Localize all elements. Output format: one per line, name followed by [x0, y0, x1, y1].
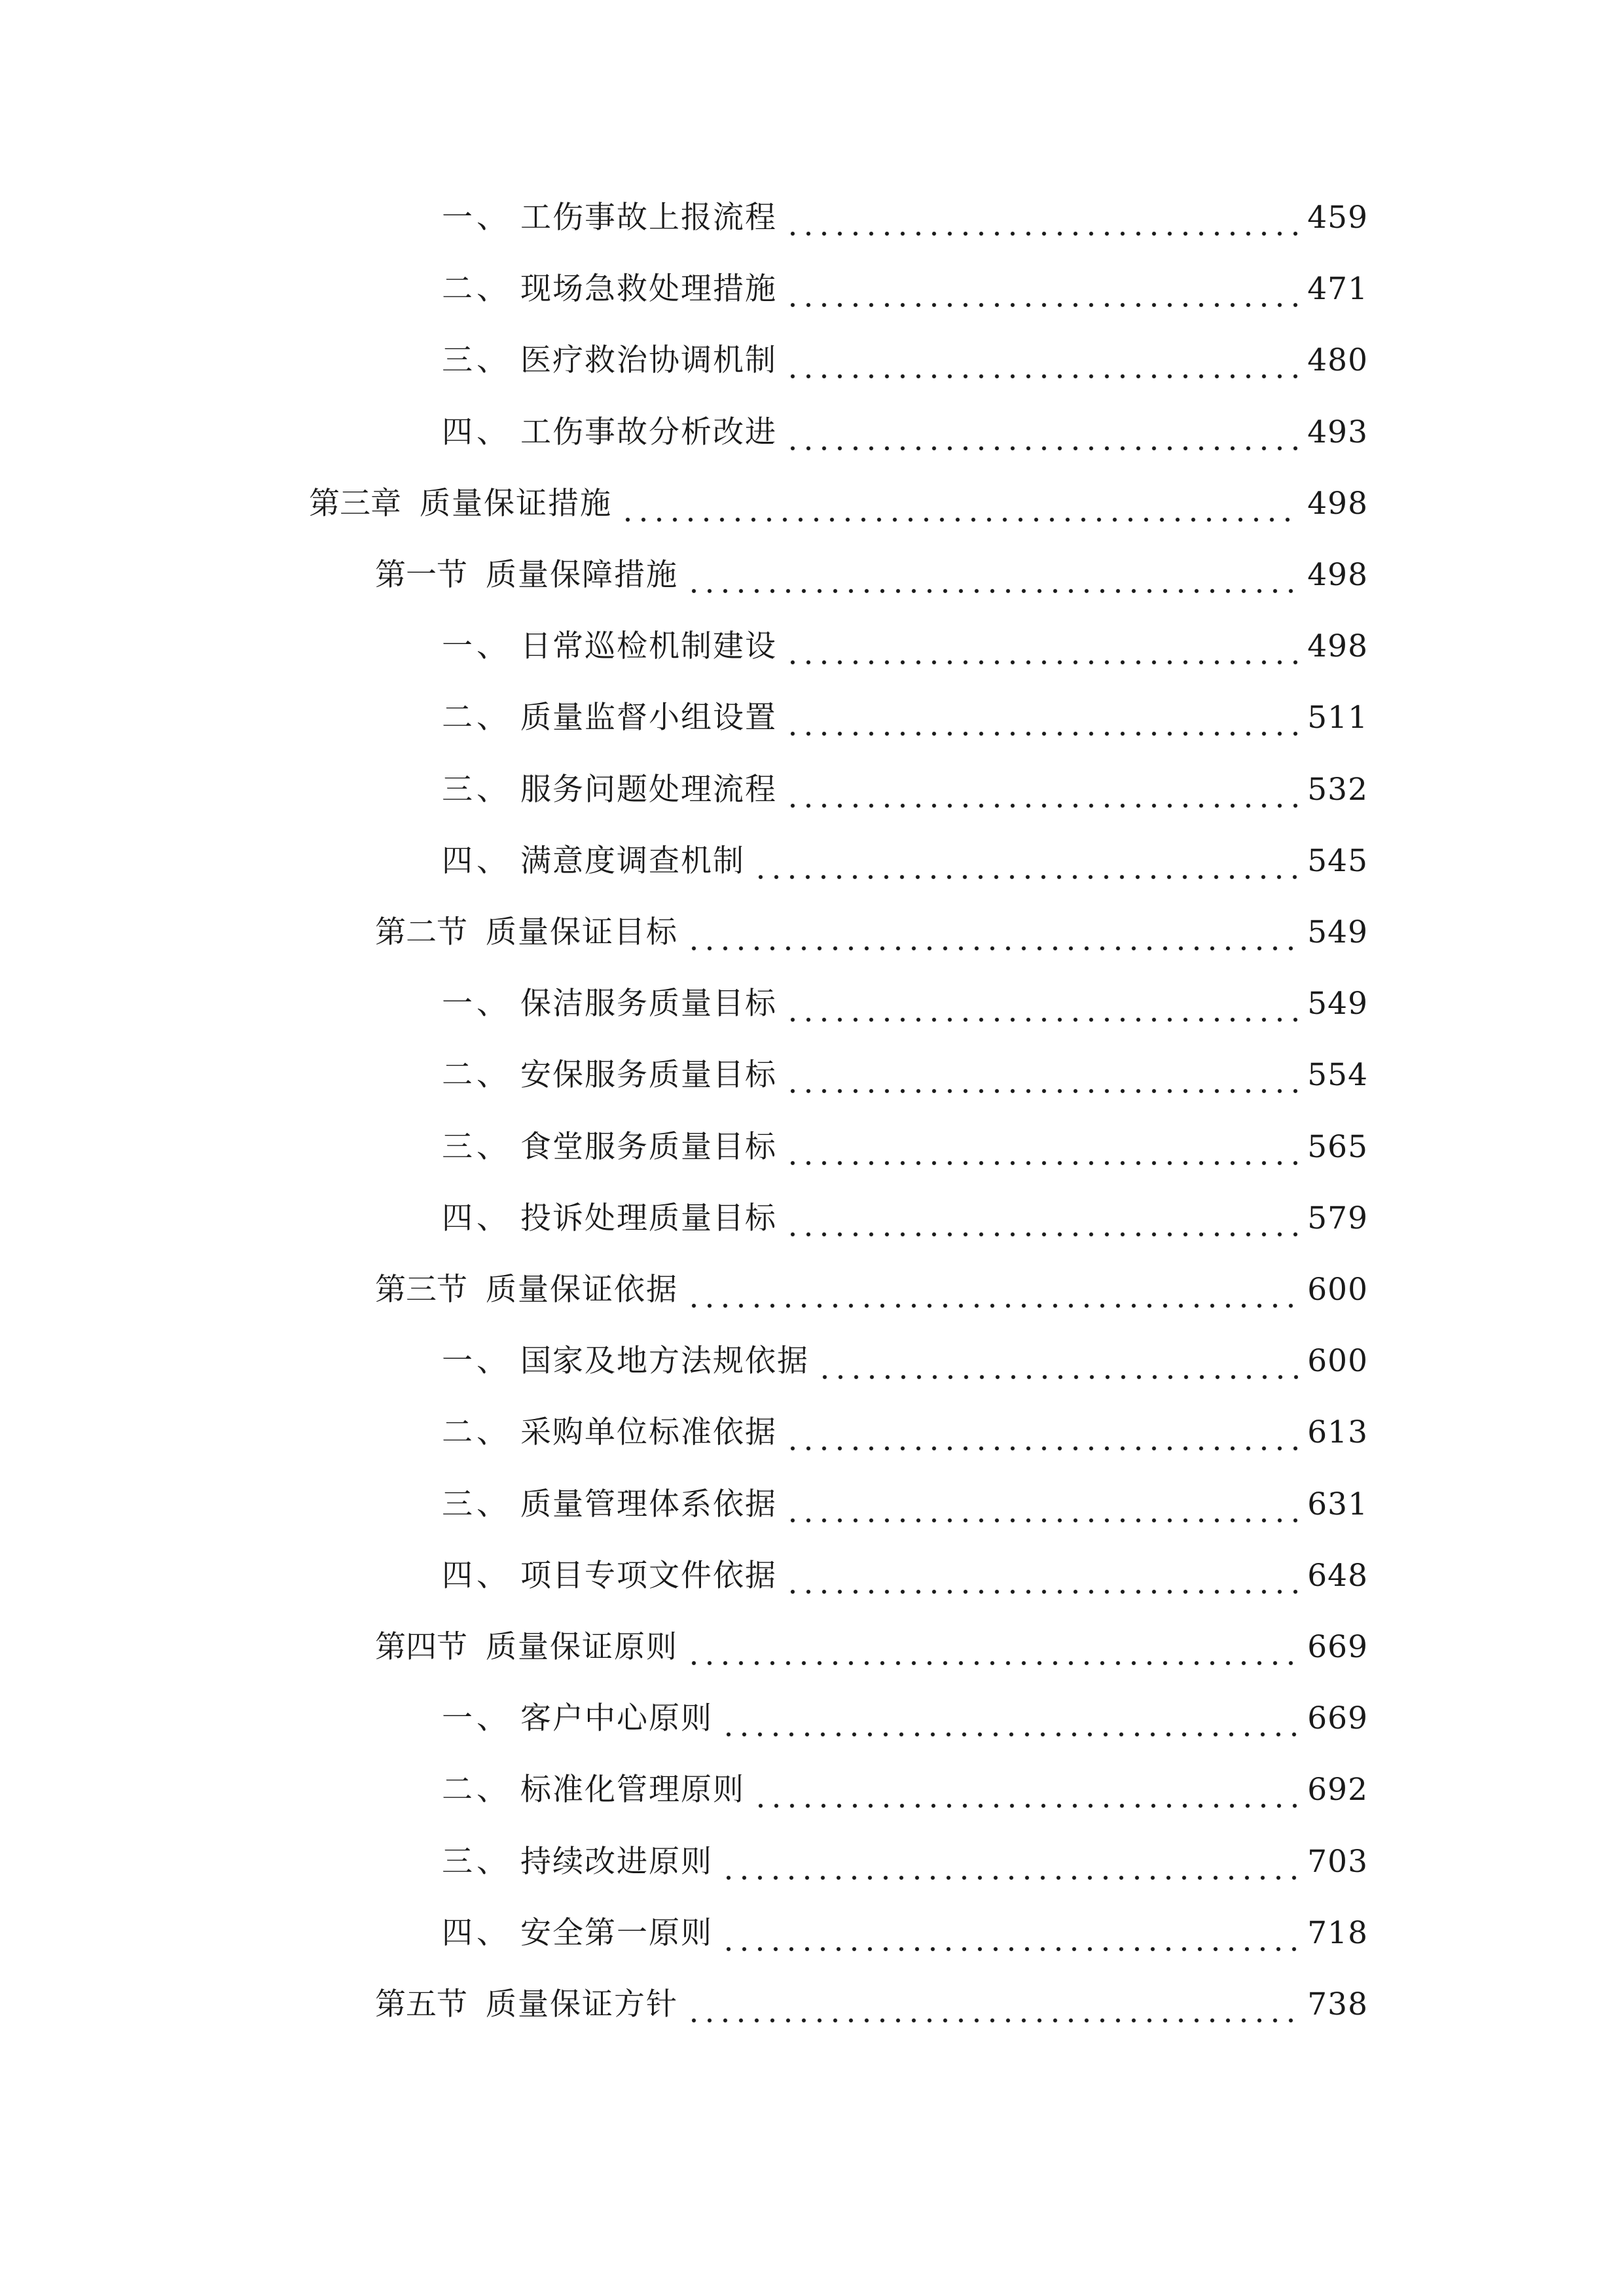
toc-entry-title: 质量监督小组设置	[520, 700, 777, 736]
toc-entry-page-number: 600	[1307, 1343, 1368, 1380]
toc-entry-number: 四、	[442, 1200, 511, 1236]
toc-dot-leader	[785, 192, 1298, 244]
toc-entry-number: 三、	[442, 1128, 511, 1165]
toc-entry-page-number: 600	[1307, 1272, 1368, 1308]
toc-entry-title: 安保服务质量目标	[520, 1057, 777, 1094]
toc-entry-section[interactable]	[375, 906, 1368, 959]
toc-entry-number: 二、	[442, 1772, 511, 1808]
toc-entry-page-number: 613	[1307, 1414, 1368, 1451]
toc-entry-title: 质量保证原则	[486, 1629, 678, 1665]
toc-entry-number: 一、	[442, 1700, 511, 1737]
toc-dot-leader	[721, 1907, 1298, 1960]
toc-entry-title: 服务问题处理流程	[520, 771, 777, 808]
toc-entry-page-number: 579	[1307, 1200, 1368, 1236]
toc-dot-leader	[753, 835, 1298, 888]
toc-entry-item[interactable]	[442, 764, 1368, 816]
toc-entry-title: 安全第一原则	[520, 1914, 713, 1951]
toc-dot-leader	[686, 549, 1298, 601]
toc-entry-number: 四、	[442, 1914, 511, 1951]
toc-entry-number: 第五节	[375, 1986, 467, 2022]
toc-entry-title: 客户中心原则	[520, 1700, 713, 1737]
toc-dot-leader	[686, 906, 1298, 959]
toc-entry-title: 工伤事故上报流程	[520, 200, 777, 236]
toc-entry-page-number: 648	[1307, 1557, 1368, 1594]
toc-entry-number: 第一节	[375, 557, 467, 593]
toc-entry-item[interactable]	[442, 1121, 1368, 1174]
toc-entry-title: 质量管理体系依据	[520, 1486, 777, 1522]
toc-entry-page-number: 493	[1307, 414, 1368, 450]
toc-entry-page-number: 498	[1307, 557, 1368, 593]
toc-entry-number: 一、	[442, 200, 511, 236]
toc-entry-title: 质量保证目标	[486, 914, 678, 950]
toc-dot-leader	[785, 263, 1298, 315]
toc-dot-leader	[721, 1693, 1298, 1745]
toc-entry-number: 三、	[442, 342, 511, 379]
toc-entry-item[interactable]	[442, 1764, 1368, 1816]
toc-dot-leader	[785, 1193, 1298, 1245]
toc-dot-leader	[785, 406, 1298, 459]
toc-entry-section[interactable]	[375, 1979, 1368, 2031]
toc-entry-item[interactable]	[442, 192, 1368, 244]
toc-entry-title: 医疗救治协调机制	[520, 342, 777, 379]
toc-entry-number: 二、	[442, 1057, 511, 1094]
toc-entry-page-number: 669	[1307, 1700, 1368, 1737]
toc-dot-leader	[686, 1979, 1298, 2031]
toc-entry-number: 第四节	[375, 1629, 467, 1665]
toc-entry-section[interactable]	[375, 1621, 1368, 1674]
toc-entry-chapter[interactable]	[309, 478, 1368, 530]
toc-entry-page-number: 738	[1307, 1986, 1368, 2022]
toc-entry-page-number: 631	[1307, 1486, 1368, 1522]
toc-entry-number: 四、	[442, 842, 511, 879]
toc-entry-title: 满意度调查机制	[520, 842, 745, 879]
toc-entry-item[interactable]	[442, 978, 1368, 1030]
toc-entry-item[interactable]	[442, 1049, 1368, 1102]
toc-dot-leader	[785, 978, 1298, 1030]
toc-entry-number: 四、	[442, 414, 511, 450]
toc-entry-page-number: 471	[1307, 271, 1368, 308]
toc-entry-item[interactable]	[442, 406, 1368, 459]
toc-entry-item[interactable]	[442, 620, 1368, 673]
toc-entry-page-number: 480	[1307, 342, 1368, 379]
toc-entry-number: 二、	[442, 271, 511, 308]
toc-entry-item[interactable]	[442, 1693, 1368, 1745]
toc-dot-leader	[785, 1479, 1298, 1531]
toc-entry-title: 质量保证措施	[420, 485, 612, 522]
toc-entry-page-number: 703	[1307, 1843, 1368, 1880]
toc-entry-page-number: 545	[1307, 842, 1368, 879]
toc-entry-item[interactable]	[442, 1335, 1368, 1388]
toc-entry-page-number: 549	[1307, 914, 1368, 950]
toc-entry-title: 质量保障措施	[486, 557, 678, 593]
toc-entry-number: 三、	[442, 1486, 511, 1522]
toc-entry-title: 质量保证依据	[486, 1272, 678, 1308]
toc-entry-number: 二、	[442, 700, 511, 736]
toc-dot-leader	[785, 1407, 1298, 1459]
toc-dot-leader	[785, 764, 1298, 816]
toc-entry-title: 标准化管理原则	[520, 1772, 745, 1808]
toc-entry-page-number: 498	[1307, 628, 1368, 665]
toc-dot-leader	[785, 1550, 1298, 1602]
toc-entry-title: 工伤事故分析改进	[520, 414, 777, 450]
toc-entry-item[interactable]	[442, 334, 1368, 387]
toc-entry-number: 四、	[442, 1557, 511, 1594]
toc-entry-title: 日常巡检机制建设	[520, 628, 777, 665]
toc-dot-leader	[620, 478, 1298, 530]
toc-dot-leader	[753, 1764, 1298, 1816]
toc-entry-item[interactable]	[442, 835, 1368, 888]
toc-dot-leader	[686, 1621, 1298, 1674]
toc-dot-leader	[785, 1049, 1298, 1102]
toc-entry-number: 三、	[442, 771, 511, 808]
toc-entry-page-number: 692	[1307, 1772, 1368, 1808]
toc-entry-number: 第二节	[375, 914, 467, 950]
toc-entry-title: 国家及地方法规依据	[520, 1343, 809, 1380]
toc-entry-page-number: 532	[1307, 771, 1368, 808]
toc-entry-page-number: 511	[1307, 700, 1368, 736]
toc-entry-title: 采购单位标准依据	[520, 1414, 777, 1451]
toc-entry-item[interactable]	[442, 692, 1368, 744]
toc-entry-number: 一、	[442, 1343, 511, 1380]
toc-entry-item[interactable]	[442, 1836, 1368, 1888]
toc-dot-leader	[686, 1264, 1298, 1316]
toc-dot-leader	[785, 620, 1298, 673]
toc-entry-number: 一、	[442, 628, 511, 665]
toc-entry-item[interactable]	[442, 1193, 1368, 1245]
toc-dot-leader	[785, 692, 1298, 744]
toc-entry-title: 现场急救处理措施	[520, 271, 777, 308]
toc-dot-leader	[721, 1836, 1298, 1888]
toc-entry-item[interactable]	[442, 1407, 1368, 1459]
toc-entry-item[interactable]	[442, 263, 1368, 315]
toc-entry-number: 一、	[442, 986, 511, 1022]
toc-entry-page-number: 498	[1307, 485, 1368, 522]
toc-entry-page-number: 549	[1307, 986, 1368, 1022]
toc-entry-page-number: 459	[1307, 200, 1368, 236]
toc-entry-page-number: 565	[1307, 1128, 1368, 1165]
toc-entry-title: 持续改进原则	[520, 1843, 713, 1880]
toc-dot-leader	[817, 1335, 1298, 1388]
toc-entry-item[interactable]	[442, 1479, 1368, 1531]
toc-entry-section[interactable]	[375, 549, 1368, 601]
toc-entry-page-number: 669	[1307, 1629, 1368, 1665]
toc-entry-title: 项目专项文件依据	[520, 1557, 777, 1594]
toc-entry-section[interactable]	[375, 1264, 1368, 1316]
toc-entry-number: 三、	[442, 1843, 511, 1880]
toc-entry-page-number: 554	[1307, 1057, 1368, 1094]
toc-entry-item[interactable]	[442, 1907, 1368, 1960]
toc-entry-title: 投诉处理质量目标	[520, 1200, 777, 1236]
toc-entry-title: 质量保证方针	[486, 1986, 678, 2022]
toc-entry-title: 保洁服务质量目标	[520, 986, 777, 1022]
toc-entry-number: 第三章	[309, 485, 401, 522]
toc-entry-page-number: 718	[1307, 1914, 1368, 1951]
toc-dot-leader	[785, 334, 1298, 387]
toc-entry-number: 第三节	[375, 1272, 467, 1308]
toc-entry-title: 食堂服务质量目标	[520, 1128, 777, 1165]
toc-entry-item[interactable]	[442, 1550, 1368, 1602]
toc-entry-number: 二、	[442, 1414, 511, 1451]
toc-dot-leader	[785, 1121, 1298, 1174]
